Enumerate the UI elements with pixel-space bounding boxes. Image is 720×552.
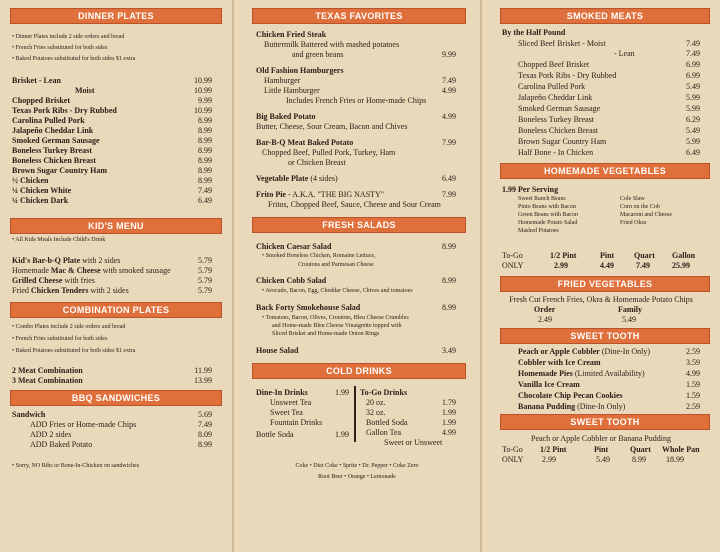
combo-note-1: • Combo Plates include 2 side orders and bread xyxy=(12,324,126,330)
sandwich-note: • Sorry, NO Ribs or Bone-In-Chicken on sandwiches xyxy=(12,463,140,469)
item-description: Butter, Cheese, Sour Cream, Bacon and Chives xyxy=(256,122,408,131)
menu-item: Boneless Chicken Breast xyxy=(12,156,96,165)
menu-item: ADD Fries or Home-made Chips xyxy=(30,420,137,429)
menu-item: Sandwich xyxy=(12,410,46,419)
vegetable-item: Homemade Potato Salad xyxy=(518,220,578,226)
menu-price: 7.49 xyxy=(198,186,212,195)
menu-price: 5.49 xyxy=(686,82,700,91)
menu-item: Moist xyxy=(75,86,95,95)
size-header: Quart xyxy=(630,445,651,454)
menu-item: ½ Chicken xyxy=(12,176,49,185)
menu-price: 3.49 xyxy=(442,346,456,355)
menu-item: Unsweet Tea xyxy=(270,398,312,407)
size-header: Quart xyxy=(634,251,655,260)
sweet-tooth-togo-description: Peach or Apple Cobbler or Banana Pudding xyxy=(531,434,671,443)
item-description: Croutons and Parmesan Cheese xyxy=(298,262,374,268)
menu-item: Jalapeño Cheddar Link xyxy=(518,93,593,102)
menu-price: 1.99 xyxy=(335,388,349,397)
combo-note-2: • French Fries substituted for both sides xyxy=(12,336,108,342)
menu-price: 11.99 xyxy=(194,366,212,375)
item-description: and green beans xyxy=(292,50,344,59)
menu-price: 5.99 xyxy=(686,137,700,146)
menu-item: ADD Baked Potato xyxy=(30,440,93,449)
dinner-plates-banner: DINNER PLATES xyxy=(10,8,222,24)
togo-label: To-Go xyxy=(502,445,523,454)
menu-price: 8.99 xyxy=(198,146,212,155)
sweet-tooth-banner: SWEET TOOTH xyxy=(500,328,710,344)
size-header: 1/2 Pint xyxy=(550,251,577,260)
soda-list-1: Coke • Diet Coke • Sprite • Dr. Pepper • Coke Zero xyxy=(295,463,419,469)
size-header: 1/2 Pint xyxy=(540,445,567,454)
menu-item: House Salad xyxy=(256,346,299,355)
menu-item: Vanilla Ice Cream xyxy=(518,380,580,389)
vegetable-item: Mashed Potatoes xyxy=(518,228,559,234)
menu-price: 5.49 xyxy=(686,126,700,135)
left-panel xyxy=(0,0,232,552)
menu-item: ADD 2 sides xyxy=(30,430,72,439)
menu-item: Sweet Tea xyxy=(270,408,303,417)
menu-price: 1.99 xyxy=(335,430,349,439)
menu-price: 1.99 xyxy=(442,408,456,417)
menu-item: Old Fashion Hamburgers xyxy=(256,66,344,75)
menu-item: ¼ Chicken Dark xyxy=(12,196,69,205)
size-price: 2.49 xyxy=(538,315,552,324)
menu-item: Half Bone - In Chicken xyxy=(518,148,594,157)
menu-item: ¼ Chicken White xyxy=(12,186,72,195)
menu-item: Boneless Turkey Breast xyxy=(12,146,92,155)
menu-price: 4.99 xyxy=(442,428,456,437)
fried-vegetables-description: Fresh Cut French Fries, Okra & Homemade Potato Chips xyxy=(509,295,693,304)
menu-item: Boneless Chicken Breast xyxy=(518,126,598,135)
menu-price: 1.79 xyxy=(442,398,456,407)
menu-item: Fountain Drinks xyxy=(270,418,323,427)
menu-item: Vegetable Plate (4 sides) xyxy=(256,174,338,183)
item-description: • Avocado, Bacon, Egg, Cheddar Cheese, Chives and tomatoes xyxy=(262,288,413,294)
sweet-tooth-togo-banner: SWEET TOOTH xyxy=(500,414,710,430)
size-header: Gallon xyxy=(672,251,696,260)
middle-panel xyxy=(234,0,480,552)
vegetable-item: Macaroni and Cheese xyxy=(620,212,672,218)
menu-price: 10.99 xyxy=(194,106,212,115)
menu-item: Chicken Caesar Salad xyxy=(256,242,332,251)
menu-price: 8.99 xyxy=(198,116,212,125)
size-price: 18.99 xyxy=(666,455,684,464)
smoked-meats-banner: SMOKED MEATS xyxy=(500,8,710,24)
item-description: or Chicken Breast xyxy=(288,158,346,167)
menu-price: 8.99 xyxy=(198,176,212,185)
size-price: 8.99 xyxy=(632,455,646,464)
menu-item: Sliced Beef Brisket - Moist xyxy=(518,39,606,48)
menu-price: 3.59 xyxy=(686,358,700,367)
item-description: Includes French Fries or Home-made Chips xyxy=(286,96,427,105)
menu-price: 7.49 xyxy=(686,39,700,48)
menu-price: 1.59 xyxy=(686,380,700,389)
menu-price: 13.99 xyxy=(194,376,212,385)
vegetable-item: Cole Slaw xyxy=(620,196,645,202)
togo-label: To-Go xyxy=(502,251,523,260)
menu-item: Gallon Tea xyxy=(366,428,402,437)
menu-price: 4.99 xyxy=(442,112,456,121)
menu-item: Texas Pork Ribs - Dry Rubbed xyxy=(12,106,117,115)
texas-favorites-banner: TEXAS FAVORITES xyxy=(252,8,466,24)
size-price: 5.49 xyxy=(622,315,636,324)
menu-item: Brown Sugar Country Ham xyxy=(518,137,607,146)
size-header: Order xyxy=(534,305,556,314)
menu-price: 7.49 xyxy=(442,76,456,85)
fresh-salads-banner: FRESH SALADS xyxy=(252,217,466,233)
menu-item: Chopped Brisket xyxy=(12,96,71,105)
menu-item: Little Hamburger xyxy=(264,86,320,95)
menu-item: Fried Chicken Tenders with 2 sides xyxy=(12,286,129,295)
menu-item: Carolina Pulled Pork xyxy=(12,116,85,125)
menu-price: 5.99 xyxy=(686,104,700,113)
menu-item: Hamburger xyxy=(264,76,301,85)
dinner-note-2: • French Fries substituted for both sides xyxy=(12,45,108,51)
section-subtitle: By the Half Pound xyxy=(502,28,566,37)
right-panel xyxy=(482,0,720,552)
menu-item: 32 oz. xyxy=(366,408,386,417)
drinks-header: Dine-In Drinks xyxy=(256,388,308,397)
size-header: Pint xyxy=(594,445,609,454)
menu-price: 7.49 xyxy=(198,420,212,429)
homemade-vegetables-banner: HOMEMADE VEGETABLES xyxy=(500,163,710,179)
menu-price: 8.99 xyxy=(198,440,212,449)
menu-item: Brown Sugar Country Ham xyxy=(12,166,108,175)
vegetable-item: Fried Okra xyxy=(620,220,647,226)
menu-price: 5.79 xyxy=(198,266,212,275)
drinks-divider xyxy=(354,386,356,442)
menu-price: 5.79 xyxy=(198,286,212,295)
menu-item: Texas Pork Ribs - Dry Rubbed xyxy=(518,71,617,80)
menu-price: 6.49 xyxy=(442,174,456,183)
size-header: Family xyxy=(618,305,642,314)
menu-price: 1.99 xyxy=(442,418,456,427)
size-price: 5.49 xyxy=(596,455,610,464)
menu-item: Chocolate Chip Pecan Cookies xyxy=(518,391,623,400)
menu-price: 8.99 xyxy=(198,126,212,135)
menu-price: 6.29 xyxy=(686,115,700,124)
menu-item: 20 oz. xyxy=(366,398,386,407)
item-description: Chopped Beef, Pulled Pork, Turkey, Ham xyxy=(262,148,396,157)
size-price: 4.49 xyxy=(600,261,614,270)
menu-item: Peach or Apple Cobbler (Dine-In Only) xyxy=(518,347,651,356)
menu-item: Cobbler with Ice Cream xyxy=(518,358,601,367)
menu-price: 5.79 xyxy=(198,256,212,265)
menu-price: 7.99 xyxy=(442,138,456,147)
menu-item: Jalapeño Cheddar Link xyxy=(12,126,94,135)
menu-price: 8.99 xyxy=(442,303,456,312)
menu-item: Bottle Soda xyxy=(256,430,294,439)
drinks-header: To-Go Drinks xyxy=(360,388,408,397)
menu-price: 7.99 xyxy=(442,190,456,199)
menu-price: 2.59 xyxy=(686,402,700,411)
menu-item: Banana Pudding (Dine-In Only) xyxy=(518,402,626,411)
fried-vegetables-banner: FRIED VEGETABLES xyxy=(500,276,710,292)
menu-item: Boneless Turkey Breast xyxy=(518,115,594,124)
menu-price: 5.69 xyxy=(198,410,212,419)
menu-price: 6.49 xyxy=(686,148,700,157)
menu-price: 10.99 xyxy=(194,76,212,85)
menu-price: 8.99 xyxy=(198,166,212,175)
menu-item: Homemade Mac & Cheese with smoked sausage xyxy=(12,266,171,275)
menu-item: 3 Meat Combination xyxy=(12,376,83,385)
item-description: • Tomatoes, Bacon, Olives, Croutons, Bleu Cheese Crumbles xyxy=(262,315,409,321)
menu-item: Carolina Pulled Pork xyxy=(518,82,586,91)
item-description: • Smoked Boneless Chicken, Romaine Lettuce, xyxy=(262,253,376,259)
togo-label: ONLY xyxy=(502,455,524,464)
kids-menu-banner: KID'S MENU xyxy=(10,218,222,234)
togo-label: ONLY xyxy=(502,261,524,270)
vegetable-item: Pinto Beans with Bacon xyxy=(518,204,576,210)
menu-item: Brisket - Lean xyxy=(12,76,61,85)
per-serving-price: 1.99 Per Serving xyxy=(502,185,559,194)
menu-price: 10.99 xyxy=(194,86,212,95)
menu-price: 1.59 xyxy=(686,391,700,400)
kids-note: • All Kids Meals Include Child's Drink xyxy=(12,237,106,243)
menu-price: 5.99 xyxy=(686,93,700,102)
menu-price: 9.99 xyxy=(198,96,212,105)
size-header: Whole Pan xyxy=(662,445,700,454)
menu-item: - Lean xyxy=(614,49,635,58)
menu-price: 5.79 xyxy=(198,276,212,285)
menu-price: 6.99 xyxy=(686,60,700,69)
menu-price: 2.59 xyxy=(686,347,700,356)
size-price: 2.99 xyxy=(554,261,568,270)
dinner-note-3: • Baked Potatoes substituted for both sides $1 extra xyxy=(12,56,136,62)
menu-price: 9.99 xyxy=(442,50,456,59)
menu-item: Chicken Fried Steak xyxy=(256,30,327,39)
item-description: Fritos, Chopped Beef, Sauce, Cheese and Sour Cream xyxy=(268,200,441,209)
size-header: Pint xyxy=(600,251,615,260)
menu-item: Back Forty Smokehouse Salad xyxy=(256,303,361,312)
menu-price: 8.99 xyxy=(198,136,212,145)
menu-item: Homemade Pies (Limited Availability) xyxy=(518,369,645,378)
menu-price: 8.99 xyxy=(442,276,456,285)
combo-note-3: • Baked Potatoes substituted for both sides $1 extra xyxy=(12,348,136,354)
menu-price: 4.99 xyxy=(686,369,700,378)
menu-price: 6.49 xyxy=(198,196,212,205)
cold-drinks-banner: COLD DRINKS xyxy=(252,363,466,379)
menu-item: Grilled Cheese with fries xyxy=(12,276,95,285)
menu-item: Big Baked Potato xyxy=(256,112,316,121)
menu-item: 2 Meat Combination xyxy=(12,366,83,375)
item-description: and Home-made Bleu Cheese Vinaigrette topped with xyxy=(272,323,402,329)
menu-price: 8.99 xyxy=(198,156,212,165)
dinner-note-1: • Dinner Plates include 2 side orders and bread xyxy=(12,34,125,40)
vegetable-item: Corn on the Cob xyxy=(620,204,660,210)
menu-item: Bar-B-Q Meat Baked Potato xyxy=(256,138,354,147)
size-price: 25.99 xyxy=(672,261,690,270)
menu-item: Smoked German Sausage xyxy=(12,136,100,145)
combination-plates-banner: COMBINATION PLATES xyxy=(10,302,222,318)
menu-price: 6.99 xyxy=(686,71,700,80)
bbq-sandwiches-banner: BBQ SANDWICHES xyxy=(10,390,222,406)
menu-item: Bottled Soda xyxy=(366,418,408,427)
menu-item: Frito Pie - A.K.A. "THE BIG NASTY" xyxy=(256,190,385,199)
size-price: 7.49 xyxy=(636,261,650,270)
menu-item: Chicken Cobb Salad xyxy=(256,276,327,285)
menu-price: 8.09 xyxy=(198,430,212,439)
vegetable-item: Sweet Ranch Beans xyxy=(518,196,566,202)
soda-list-2: Root Beer • Orange • Lemonade xyxy=(318,474,396,480)
menu-item: Chopped Beef Brisket xyxy=(518,60,590,69)
item-description: Buttermilk Battered with mashed potatoes xyxy=(264,40,400,49)
item-description: Sweet or Unsweet xyxy=(384,438,443,447)
size-price: 2.99 xyxy=(542,455,556,464)
menu-item: Smoked German Sausage xyxy=(518,104,601,113)
vegetable-item: Green Beans with Bacon xyxy=(518,212,578,218)
item-description: Sliced Brisket and Home-made Onion Rings xyxy=(272,331,380,337)
menu-price: 7.49 xyxy=(686,49,700,58)
menu-price: 8.99 xyxy=(442,242,456,251)
menu-item: Kid's Bar-b-Q Plate with 2 sides xyxy=(12,256,121,265)
menu-price: 4.99 xyxy=(442,86,456,95)
